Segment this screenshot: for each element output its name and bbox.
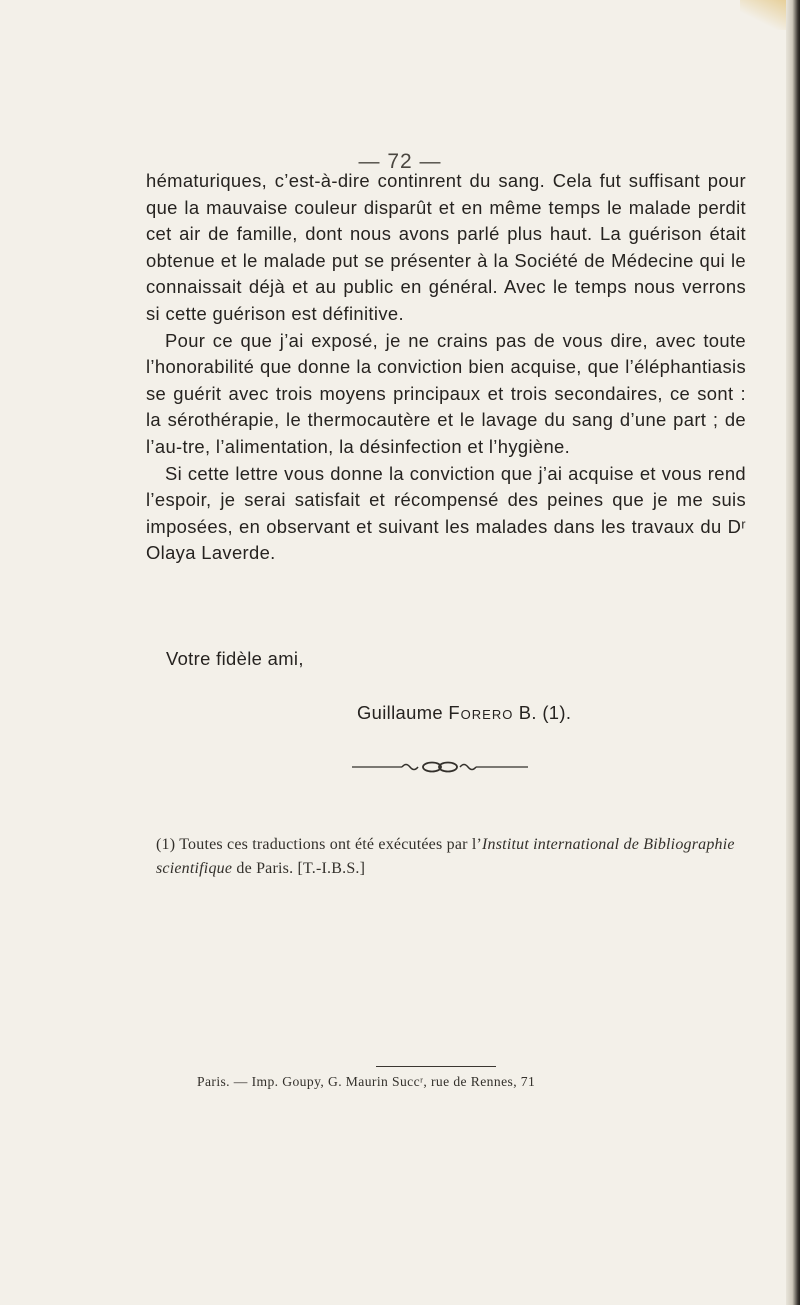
paragraph-1: hématuriques, c’est-à-dire continrent du sang. Cela fut suffisant pour que la mauvaise couleur disparût et en même temps le malade perdit cet air de famille, dont nous avons parlé plus haut. La guérison était obtenue et le malade put se présenter à la Société de Médecine qui le connaissait déjà et au public en général. Avec le temps nous verrons si cette guérison est définitive. <box>146 170 746 324</box>
signature-first-name: Guillaume <box>357 702 443 723</box>
signature-suffix: B. (1). <box>518 702 572 723</box>
closing-line: Votre fidèle ami, <box>166 648 304 669</box>
page-edge-shadow <box>786 0 800 1305</box>
printer-imprint: Paris. — Imp. Goupy, G. Maurin Succʳ, rue de Rennes, 71 <box>197 1074 536 1089</box>
signature-last-name: Forero <box>448 702 514 723</box>
footnote-institution: Institut international de Bibliographie scientifique <box>156 836 735 877</box>
page-number: — 72 — <box>358 150 442 173</box>
footnote-text-end: de Paris. [T.-I.B.S.] <box>232 860 366 877</box>
section-ornament <box>350 760 530 774</box>
paragraph-3: Si cette lettre vous donne la conviction que j’ai acquise et vous rend l’espoir, je serai satisfait et récompensé des peines que je me suis imposées, en observant et suivant les malades dans les travaux du Dʳ Olaya Laverde. <box>146 462 746 564</box>
footnote-text: Toutes ces traductions ont été exécutées par l’ <box>179 836 483 853</box>
footnote <box>146 833 751 881</box>
letter-body <box>146 168 746 567</box>
footnote-marker: (1) <box>156 836 176 853</box>
paragraph-2: Pour ce que j’ai exposé, je ne crains pas de vous dire, avec toute l’honorabilité que donne la conviction bien acquise, que l’éléphantiasis se guérit avec trois moyens principaux et trois secondaires, ce sont : la sérothérapie, le thermocautère et le lavage du sang d’une part ; de l’au-tre, l’alimentation, la désinfection et l’hygiène. <box>146 329 746 457</box>
imprint-rule <box>376 1066 496 1067</box>
signature <box>357 702 571 724</box>
